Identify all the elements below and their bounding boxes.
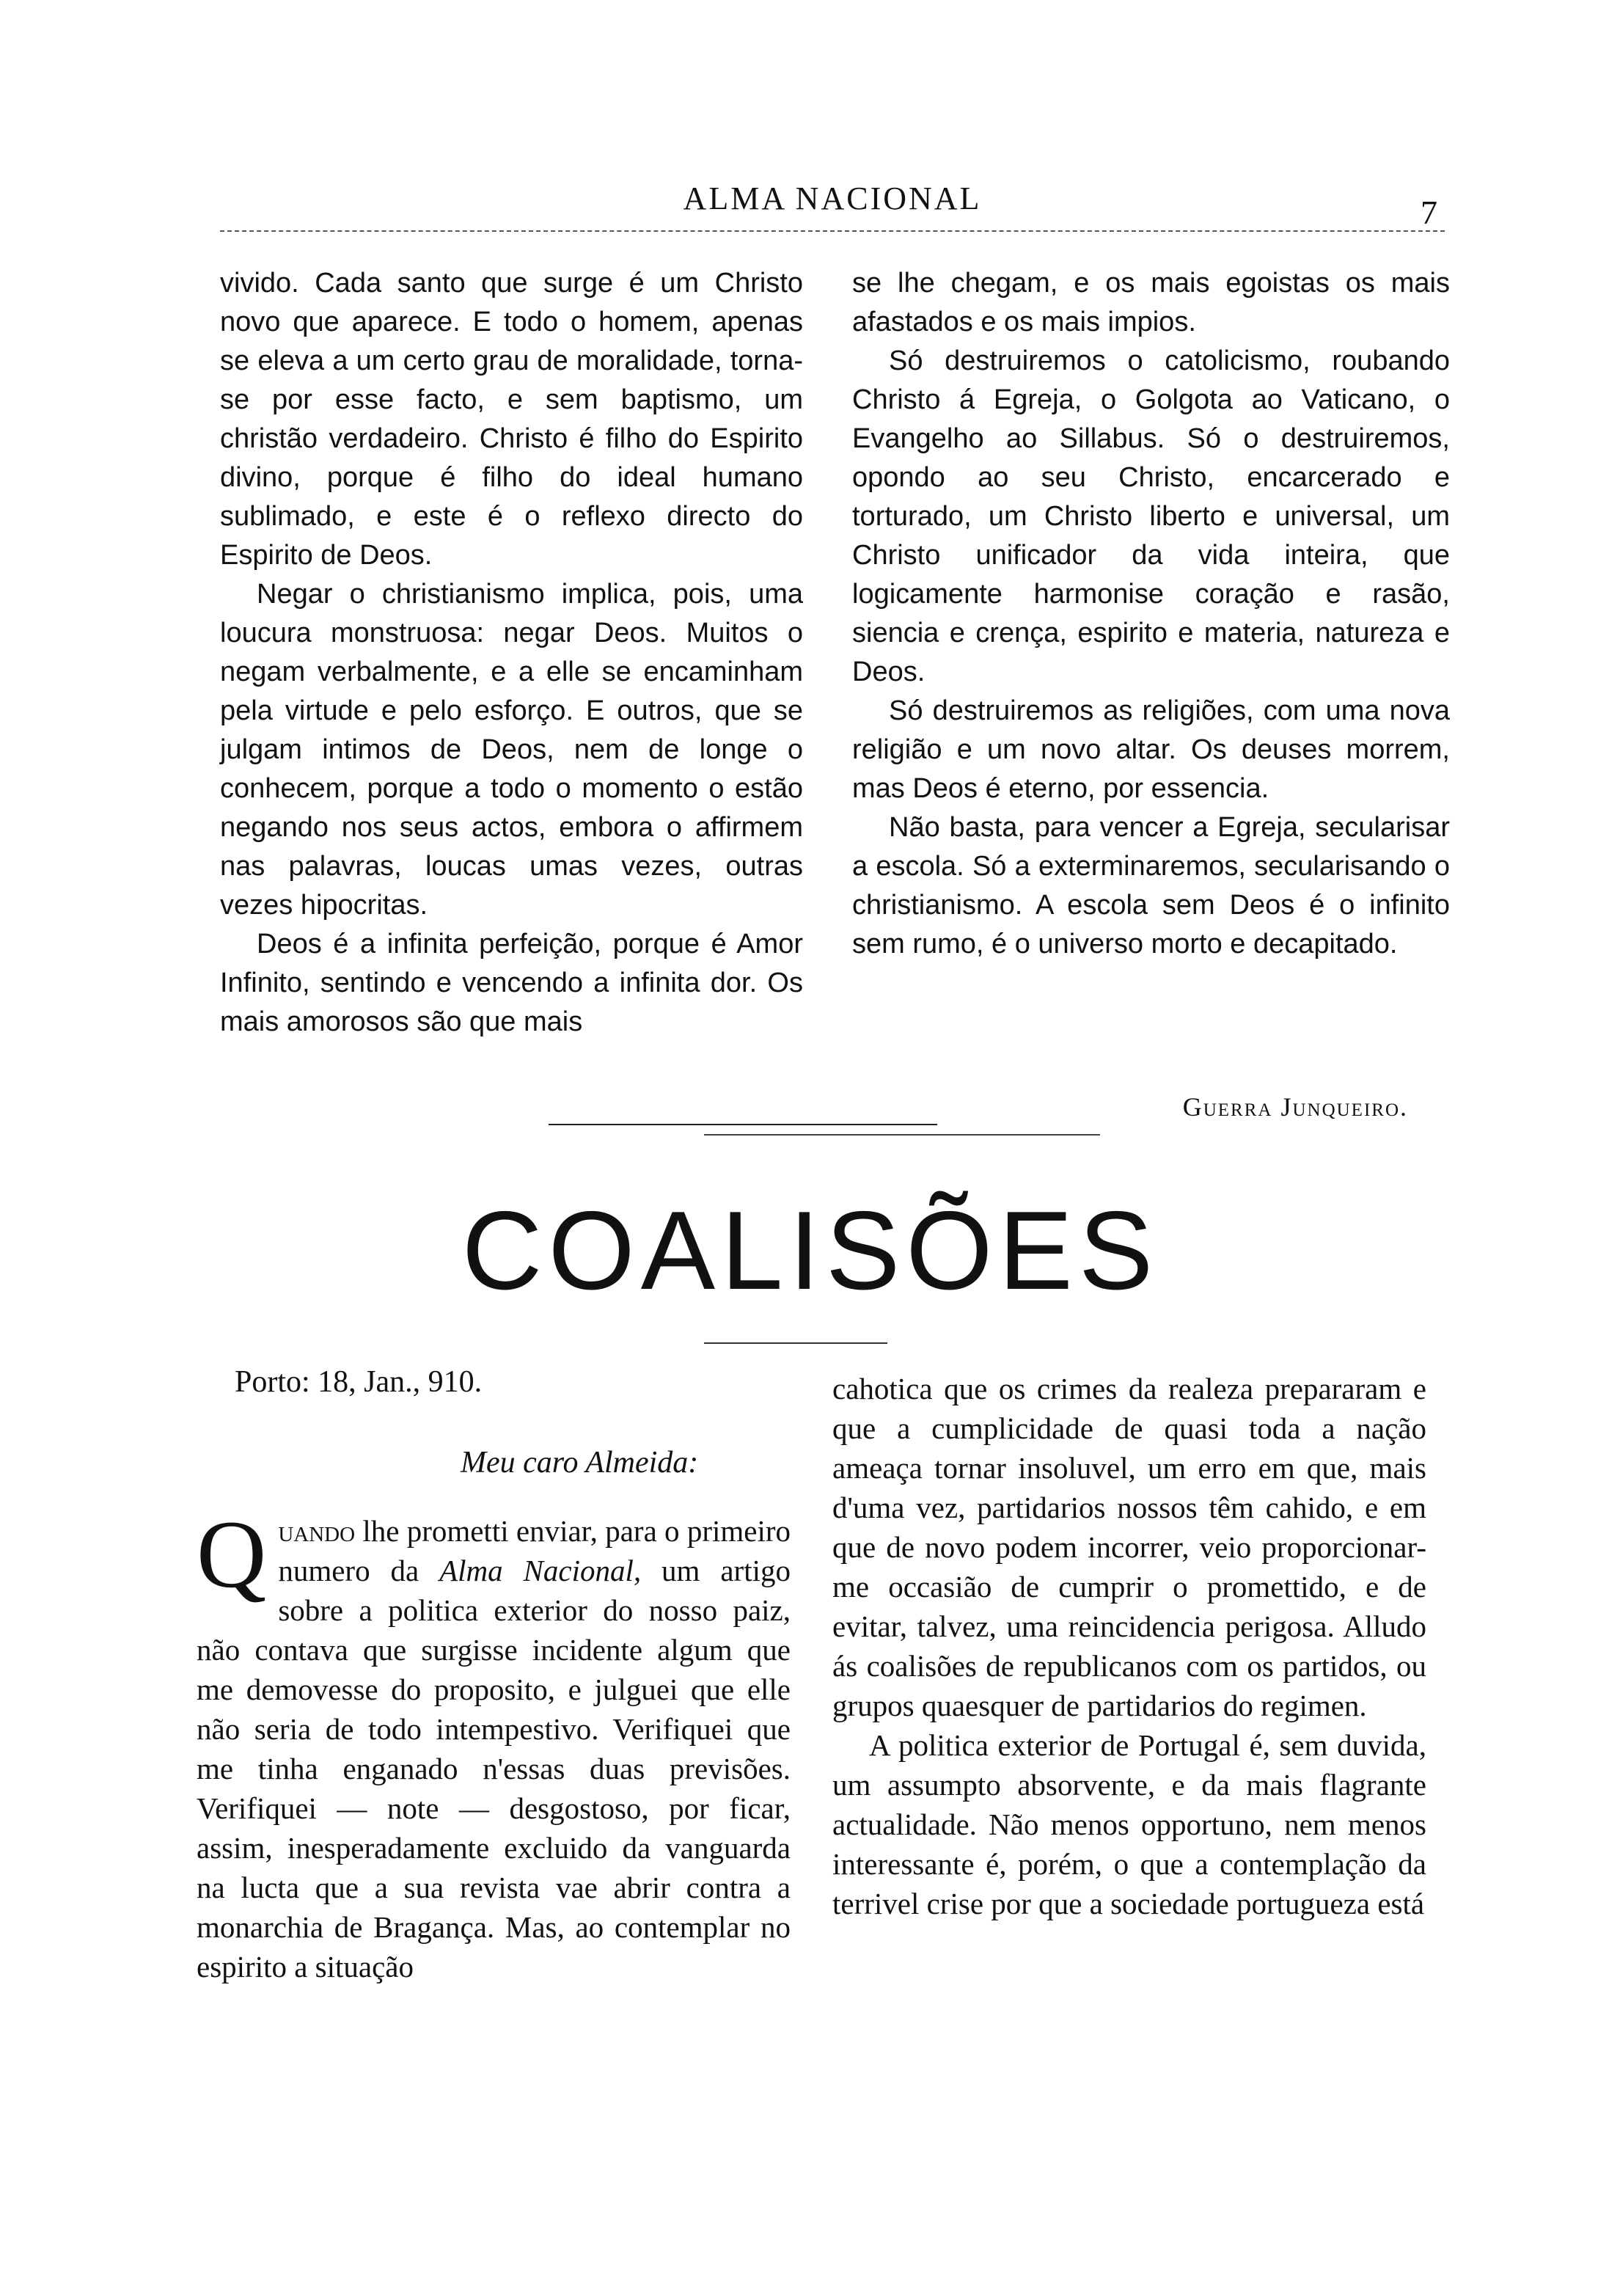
paragraph: Deos é a infinita perfeição, porque é Amor Infinito, sentindo e vencendo a infinita dor. Os mais amorosos são que mais: [220, 929, 803, 1037]
paragraph: Negar o christianismo implica, pois, uma loucura monstruosa: negar Deos. Muitos o negam verbalmente, e a elle se encaminham pela virtude e pelo esforço. E outros, que se julgam intimos de Deos, nem de longe o conhecem, porque a todo o momento o estão negando nos seus actos, embora o affirmem nas palavras, loucas umas vezes, outras vezes hipocritas.: [220, 579, 803, 921]
text-run: um artigo sobre a politica exterior do nosso paiz, não contava que surgisse incidente algum que me demovesse do proposito, e julguei que elle não seria de todo intempestivo. Verifiquei que me tinha enganado n'essas duas previsões. Verifiquei — note — desgostoso, por ficar, assim, inesperadamente excluido da vanguarda na lucta que a sua revista vae abrir contra a monarchia de Bragança. Mas, ao contemplar no espirito a situação: [197, 1554, 791, 1984]
journal-title: ALMA NACIONAL: [683, 180, 982, 216]
running-header: [220, 180, 1445, 231]
paragraph: Só destruiremos o catolicismo, roubando Christo á Egreja, o Golgota ao Vaticano, o Evangelho ao Sillabus. Só o destruiremos, opondo ao seu Christo, encarcerado e torturado, um Christo liberto e universal, um Christo unificador da vida inteira, que logicamente harmonise coração e rasão, siencia e crença, espirito e materia, natureza e Deos.: [852, 346, 1450, 687]
dateline: Porto: 18, Jan., 910.: [235, 1365, 483, 1399]
top-left-column: [220, 264, 803, 1042]
article-title: COALISÕES: [461, 1188, 1159, 1313]
paragraph: Não basta, para vencer a Egreja, secularisar a escola. Só a exterminaremos, secularisando o christianismo. A escola sem Deos é o infinito sem rumo, é o universo morto e decapitado.: [852, 812, 1450, 959]
title-rule: [704, 1342, 887, 1344]
text-run: lhe prometti enviar, para o primeiro numero da: [278, 1514, 791, 1587]
author-signature: Guerra Junqueiro.: [1182, 1092, 1408, 1122]
section-divider: [549, 1124, 937, 1125]
salutation: Meu caro Almeida:: [461, 1446, 699, 1480]
article-left-column: [197, 1500, 791, 1986]
page-number: 7: [1421, 194, 1437, 231]
top-right-column: [852, 264, 1450, 964]
article-right-column: [832, 1369, 1426, 1923]
drop-cap: Q: [197, 1500, 267, 1608]
section-divider: [704, 1134, 1100, 1136]
header-rule: [220, 230, 1445, 232]
lead-word: uando: [278, 1514, 356, 1548]
paragraph: A politica exterior de Portugal é, sem duvida, um assumpto absorvente, e da mais flagrante actualidade. Não menos opportuno, nem menos interessante é, porém, o que a contemplação da terrivel crise por que a sociedade portugueza está: [832, 1728, 1426, 1920]
paragraph: cahotica que os crimes da realeza prepararam e que a cumplicidade de quasi toda a nação ameaça tornar insoluvel, um erro em que, mais d'uma vez, partidarios nossos têm cahido, e em que de novo podem incorrer, veio proporcionar-me occasião de cumprir o promettido, e de evitar, talvez, uma reincidencia perigosa. Alludo ás coalisões de republicanos com os partidos, ou grupos quaesquer de partidarios do regimen.: [832, 1372, 1426, 1722]
paragraph: se lhe chegam, e os mais egoistas os mais afastados e os mais impios.: [852, 268, 1450, 337]
paragraph: Só destruiremos as religiões, com uma nova religião e um novo altar. Os deuses morrem, mas Deos é eterno, por essencia.: [852, 695, 1450, 804]
paragraph: [197, 1500, 791, 1986]
journal-name: Alma Nacional,: [439, 1554, 642, 1587]
paragraph: vivido. Cada santo que surge é um Christo novo que aparece. E todo o homem, apenas se eleva a um certo grau de moralidade, torna-se por esse facto, e sem baptismo, um christão verdadeiro. Christo é filho do Espirito divino, porque é filho do ideal humano sublimado, e este é o reflexo directo do Espirito de Deos.: [220, 268, 803, 571]
